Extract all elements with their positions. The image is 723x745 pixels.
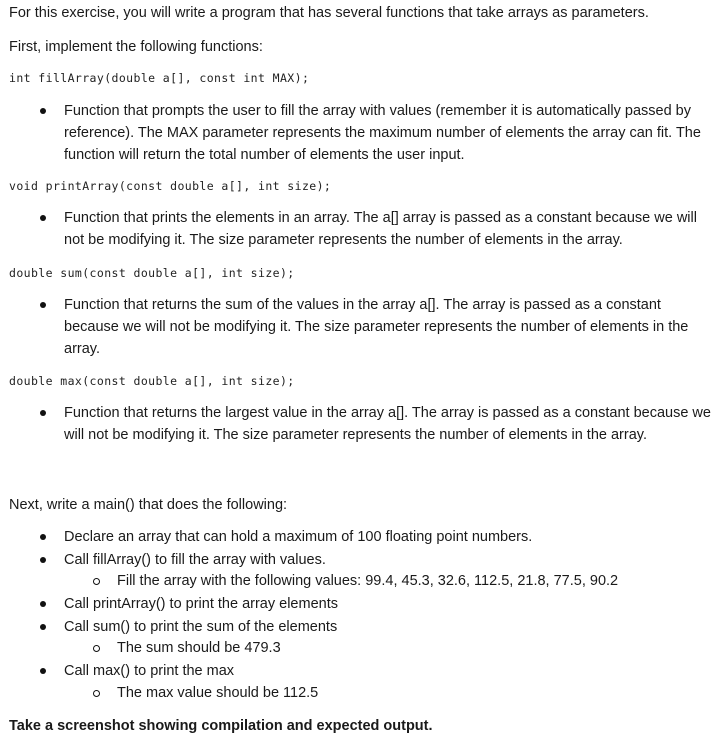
function-signature-sum: double sum(const double a[], int size);: [9, 266, 295, 280]
function-signature-printarray: void printArray(const double a[], int size);: [9, 179, 332, 193]
bullet-icon: [40, 108, 46, 114]
sub-bullet-icon: [93, 690, 100, 697]
sub-bullet-icon: [93, 578, 100, 585]
bullet-icon: [40, 668, 46, 674]
main-step-5-sub: The max value should be 112.5: [117, 685, 319, 701]
first-heading: First, implement the following functions:: [9, 39, 263, 55]
function-signature-max: double max(const double a[], int size);: [9, 374, 295, 388]
sub-bullet-icon: [93, 645, 100, 652]
function-description-max: Function that returns the largest value in the array a[]. The array is passed as a constant because we will not be modifying it. The size parameter represents the number of elements in the array.: [64, 405, 711, 443]
bullet-icon: [40, 215, 46, 221]
next-heading: Next, write a main() that does the following:: [9, 497, 288, 513]
main-step-4: Call sum() to print the sum of the elements: [64, 619, 338, 635]
function-description-sum: Function that returns the sum of the values in the array a[]. The array is passed as a constant because we will not be modifying it. The size parameter represents the number of elements in the array.: [64, 297, 689, 357]
main-step-5: Call max() to print the max: [64, 663, 235, 679]
function-description-fillarray: Function that prompts the user to fill the array with values (remember it is automatically passed by reference). The MAX parameter represents the maximum number of elements the array can fit. The function will return the total number of elements the user input.: [64, 103, 701, 163]
bullet-icon: [40, 410, 46, 416]
main-step-4-sub: The sum should be 479.3: [117, 640, 281, 656]
bullet-icon: [40, 557, 46, 563]
main-step-3: Call printArray() to print the array elements: [64, 596, 338, 612]
bullet-icon: [40, 302, 46, 308]
function-signature-fillarray: int fillArray(double a[], const int MAX);: [9, 71, 310, 85]
function-description-printarray: Function that prints the elements in an array. The a[] array is passed as a constant because we will not be modifying it. The size parameter represents the number of elements in the array.: [64, 210, 697, 248]
main-step-2: Call fillArray() to fill the array with values.: [64, 552, 326, 568]
bullet-icon: [40, 624, 46, 630]
main-step-2-sub: Fill the array with the following values: 99.4, 45.3, 32.6, 112.5, 21.8, 77.5, 90.2: [117, 573, 619, 589]
main-step-1: Declare an array that can hold a maximum of 100 floating point numbers.: [64, 529, 533, 545]
bullet-icon: [40, 534, 46, 540]
bullet-icon: [40, 601, 46, 607]
final-note: Take a screenshot showing compilation and expected output.: [9, 718, 433, 734]
intro-paragraph: For this exercise, you will write a program that has several functions that take arrays as parameters.: [9, 5, 649, 21]
